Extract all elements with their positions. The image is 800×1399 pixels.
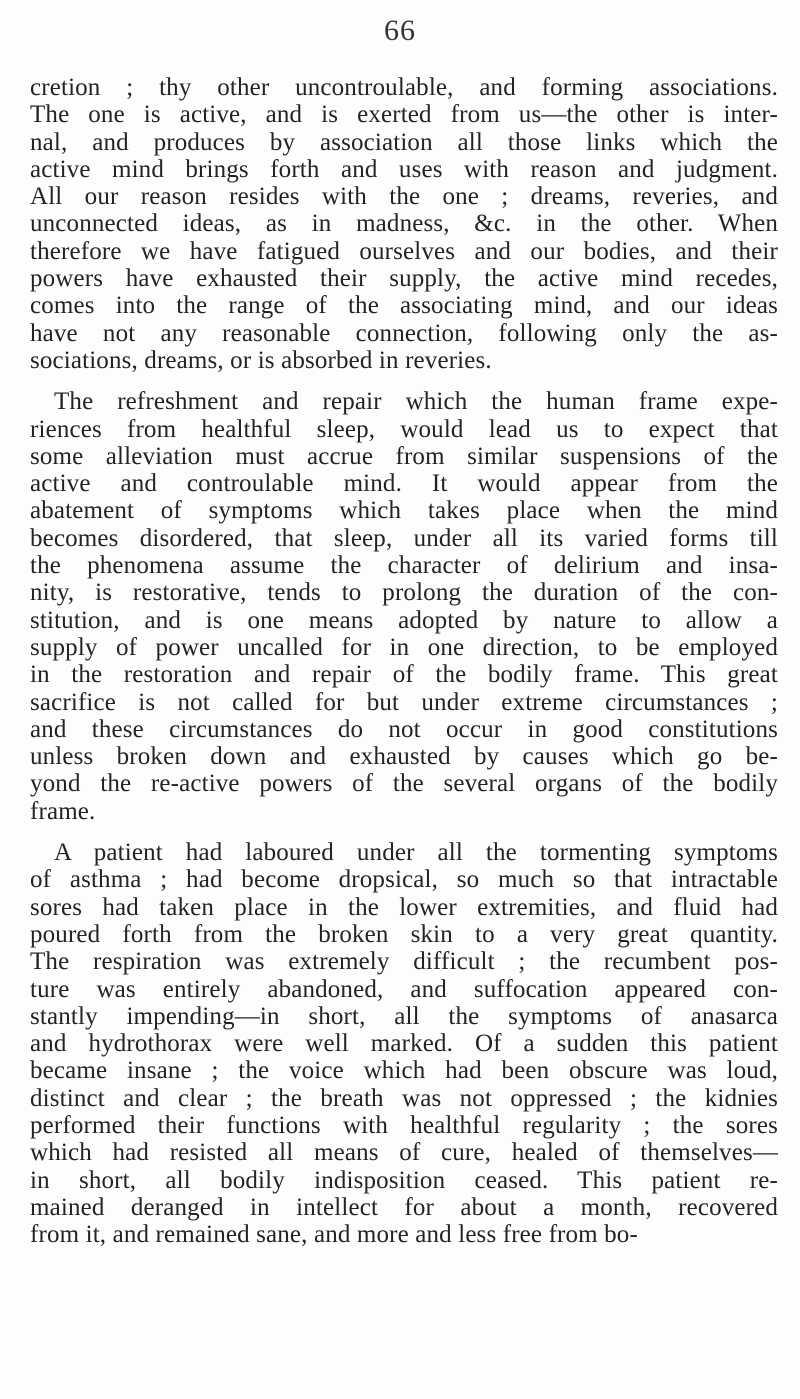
text-line: stitution, and is one means adopted by nature to allow a [30, 606, 778, 634]
text-line: sociations, dreams, or is absorbed in reveries. [30, 346, 492, 374]
text-line: supply of power uncalled for in one direction, to be employed [30, 633, 778, 661]
text-line: becomes disordered, that sleep, under all its varied forms till [30, 524, 778, 552]
text-line: performed their functions with healthful regularity ; the sores [30, 1111, 778, 1139]
text-line: nal, and produces by association all those links which the [30, 128, 778, 156]
text-line: comes into the range of the associating mind, and our ideas [30, 292, 778, 320]
text-line: the phenomena assume the character of delirium and insa- [30, 552, 778, 580]
text-line: riences from healthful sleep, would lead us to expect that [30, 415, 778, 443]
text-line: stantly impending—in short, all the symptoms of anasarca [30, 1002, 778, 1030]
text-line: nity, is restorative, tends to prolong the duration of the con- [30, 579, 778, 607]
page-number: 66 [384, 14, 416, 47]
text-line: in short, all bodily indisposition ceased. This patient re- [30, 1166, 778, 1194]
text-line: therefore we have fatigued ourselves and our bodies, and their [30, 237, 778, 265]
text-line: powers have exhausted their supply, the active mind recedes, [30, 265, 778, 293]
text-line: The one is active, and is exerted from us—the other is inter- [30, 101, 778, 129]
text-line: unless broken down and exhausted by causes which go be- [30, 743, 778, 771]
paragraph-gap [30, 374, 778, 388]
text-line: cretion ; thy other uncontroulable, and forming associations. [30, 74, 778, 101]
text-line: active and controulable mind. It would appear from the [30, 470, 778, 498]
text-line: abatement of symptoms which takes place when the mind [30, 497, 778, 525]
text-line: became insane ; the voice which had been obscure was loud, [30, 1057, 778, 1085]
text-line: The refreshment and repair which the human frame expe- [54, 388, 778, 416]
text-line: from it, and remained sane, and more and less free from bo- [30, 1221, 638, 1249]
text-line: of asthma ; had become dropsical, so much so that intractable [30, 866, 778, 894]
text-line: A patient had laboured under all the tormenting symptoms [54, 839, 778, 867]
paragraph-gap [30, 825, 778, 839]
text-line: in the restoration and repair of the bodily frame. This great [30, 661, 778, 689]
text-line: have not any reasonable connection, following only the as- [30, 319, 778, 347]
text-line: unconnected ideas, as in madness, &c. in the other. When [30, 210, 778, 238]
body-text [30, 74, 778, 1248]
text-line: active mind brings forth and uses with reason and judgment. [30, 155, 778, 183]
text-line: ture was entirely abandoned, and suffocation appeared con- [30, 975, 778, 1003]
text-line: sores had taken place in the lower extremities, and fluid had [30, 893, 778, 921]
text-line: poured forth from the broken skin to a very great quantity. [30, 920, 778, 948]
paragraph [30, 74, 778, 374]
text-line: some alleviation must accrue from similar suspensions of the [30, 442, 778, 470]
paragraph [30, 388, 778, 825]
text-line: The respiration was extremely difficult ; the recumbent pos- [30, 948, 778, 976]
text-line: mained deranged in intellect for about a month, recovered [30, 1193, 778, 1221]
text-line: All our reason resides with the one ; dreams, reveries, and [30, 183, 778, 211]
text-line: and hydrothorax were well marked. Of a sudden this patient [30, 1030, 778, 1058]
text-line: yond the re-active powers of the several organs of the bodily [30, 770, 778, 798]
paragraph [30, 839, 778, 1248]
text-line: distinct and clear ; the breath was not oppressed ; the kidnies [30, 1084, 778, 1112]
text-line: and these circumstances do not occur in good constitutions [30, 715, 778, 743]
text-line: which had resisted all means of cure, healed of themselves— [30, 1139, 778, 1167]
text-line: frame. [30, 797, 96, 825]
text-line: sacrifice is not called for but under extreme circumstances ; [30, 688, 778, 716]
